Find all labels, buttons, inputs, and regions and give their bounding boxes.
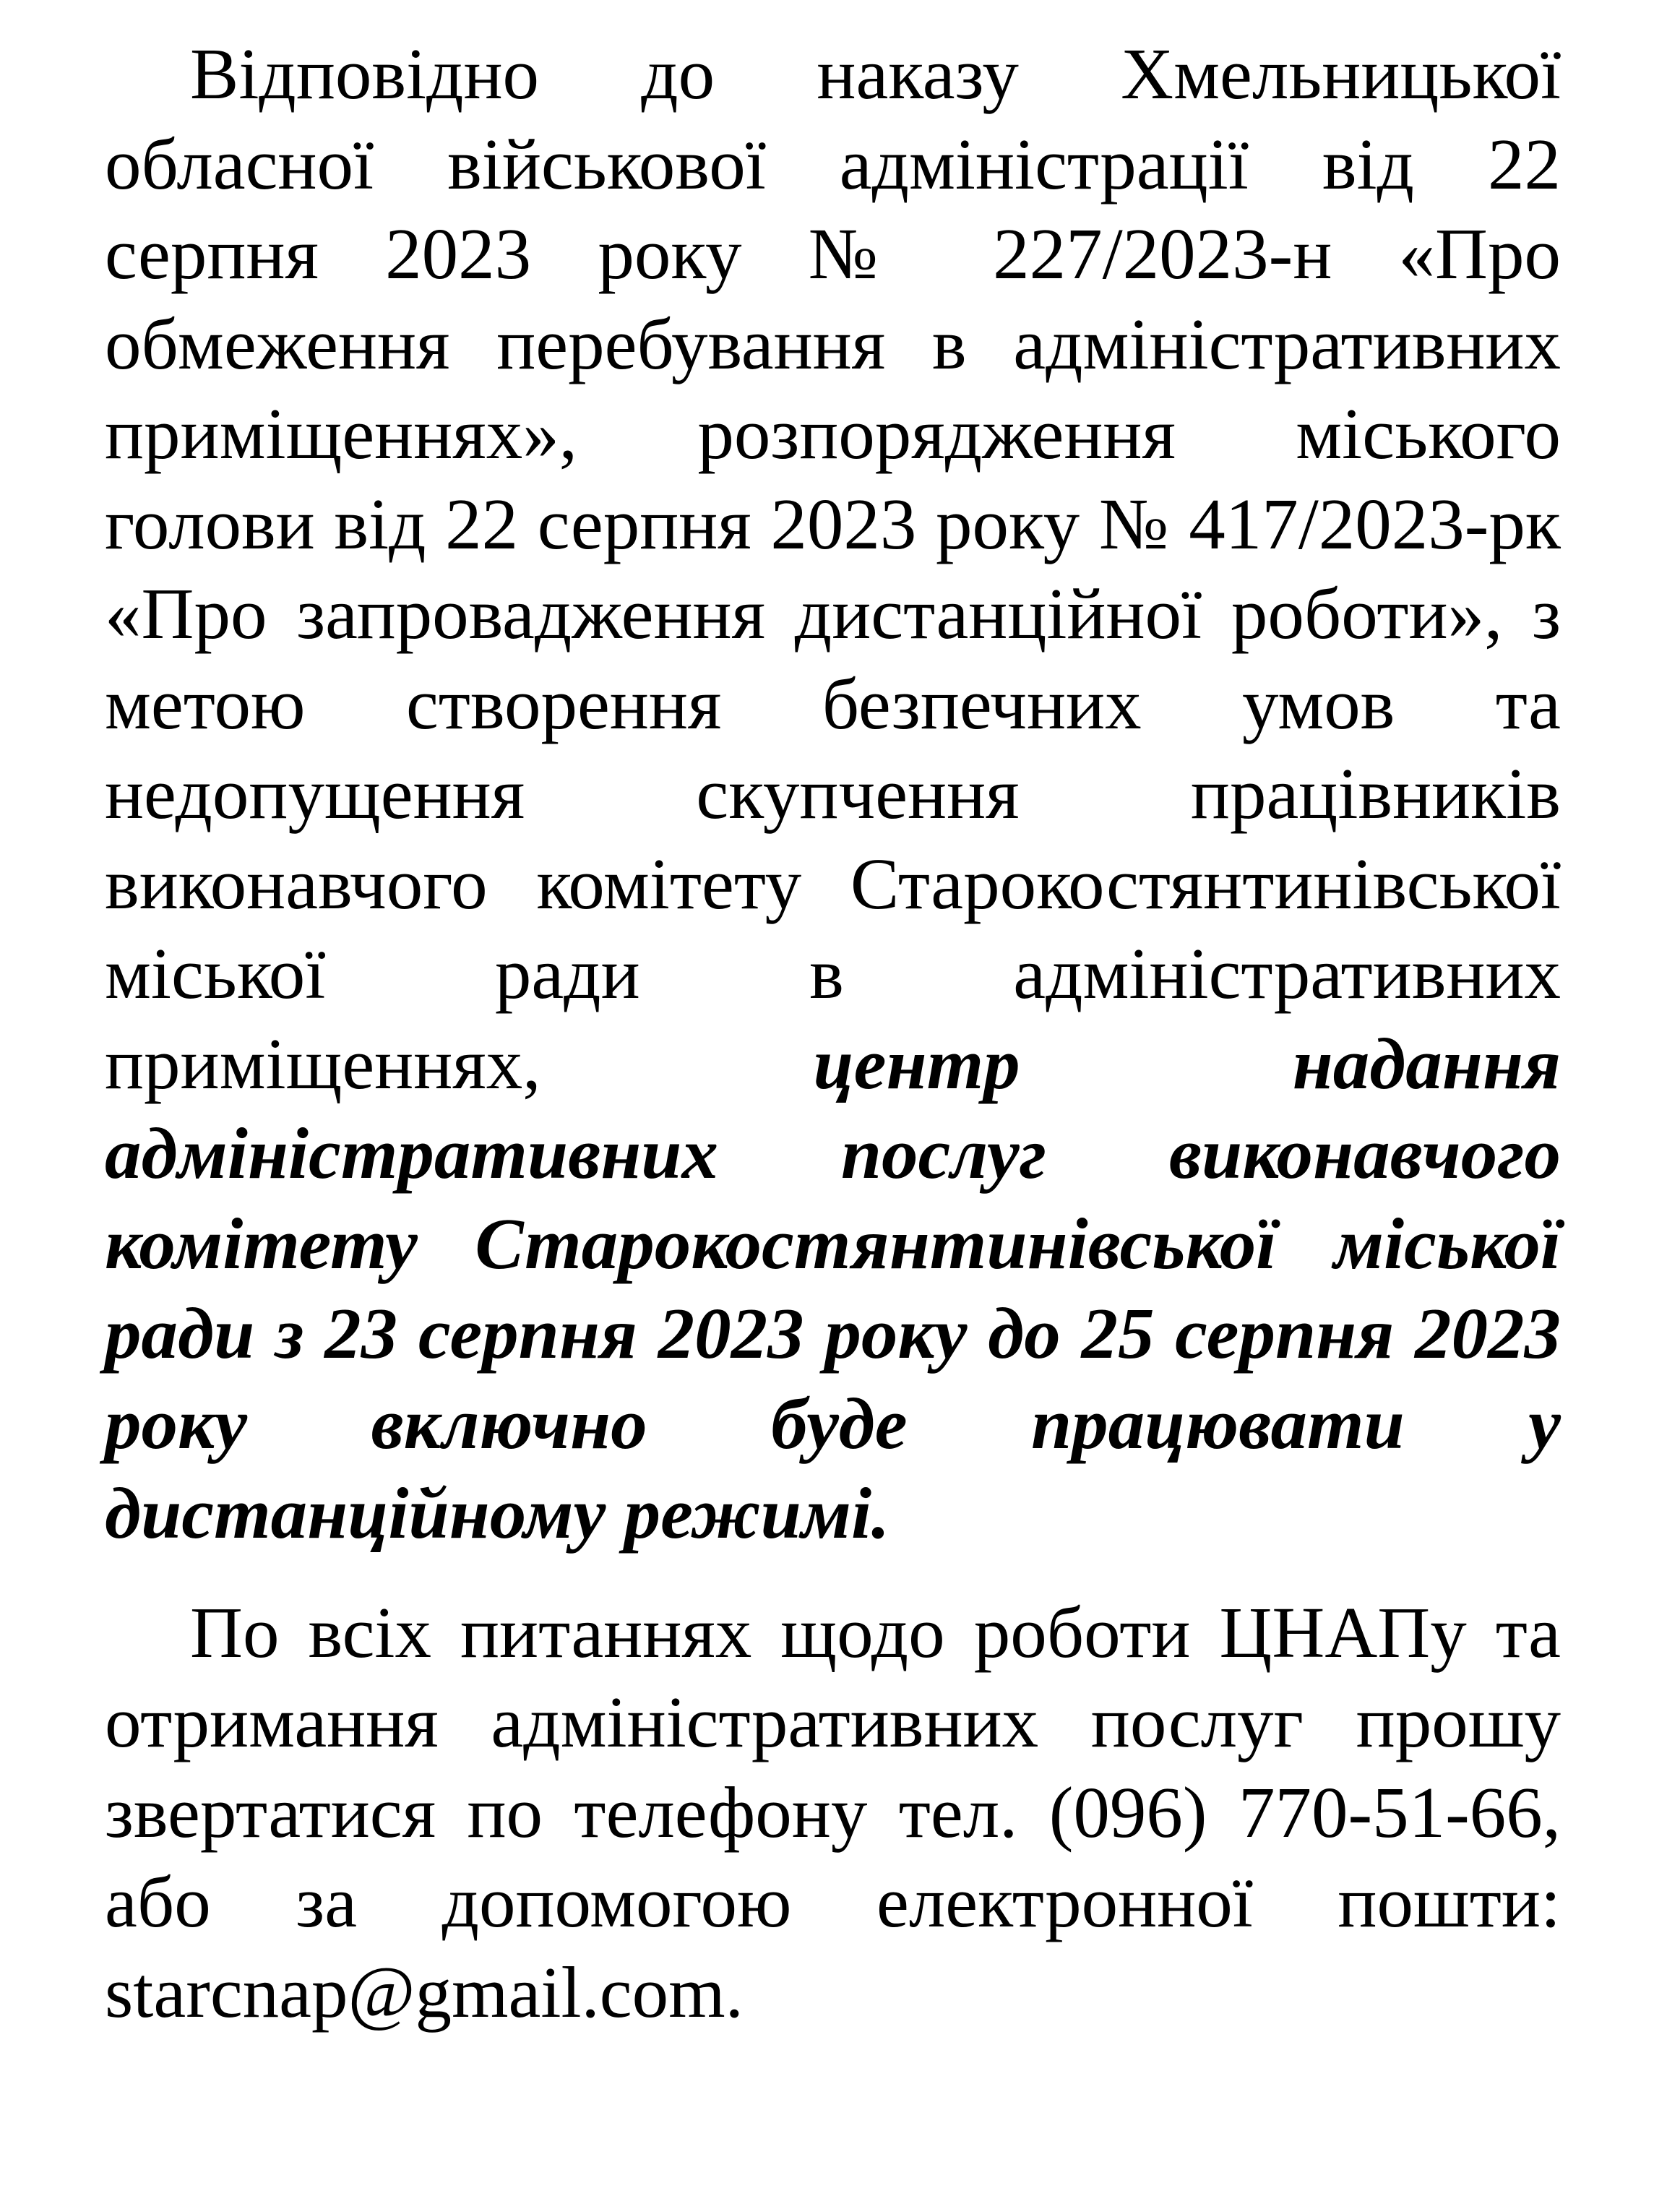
contact-paragraph: [105, 1588, 1561, 2038]
contact-text: По всіх питаннях щодо роботи ЦНАПу та отримання адміністративних послуг прошу звертатися по телефону тел. (096) 770-51-66, або за допомогою електронної пошти: starcnap@gmail.com.: [105, 1591, 1561, 2033]
announcement-paragraph: [105, 29, 1561, 1559]
announcement-emphasis: центр надання адміністративних послуг виконавчого комітету Старокостянтинівської міської ради з 23 серпня 2023 року до 25 серпня 2023 року включно буде працювати у дистанційному режимі.: [105, 1022, 1561, 1554]
document-page: [105, 29, 1561, 2037]
announcement-text: Відповідно до наказу Хмельницької обласної військової адміністрації від 22 серпня 2023 року № 227/2023-н «Про обмеження перебування в адміністративних приміщеннях», розпорядження міського голови від 22 серпня 2023 року № 417/2023-рк «Про запровадження дистанційної роботи», з метою створення безпечних умов та недопущення скупчення працівників виконавчого комітету Старокостянтинівської міської ради в адміністративних приміщеннях,: [105, 33, 1561, 1104]
